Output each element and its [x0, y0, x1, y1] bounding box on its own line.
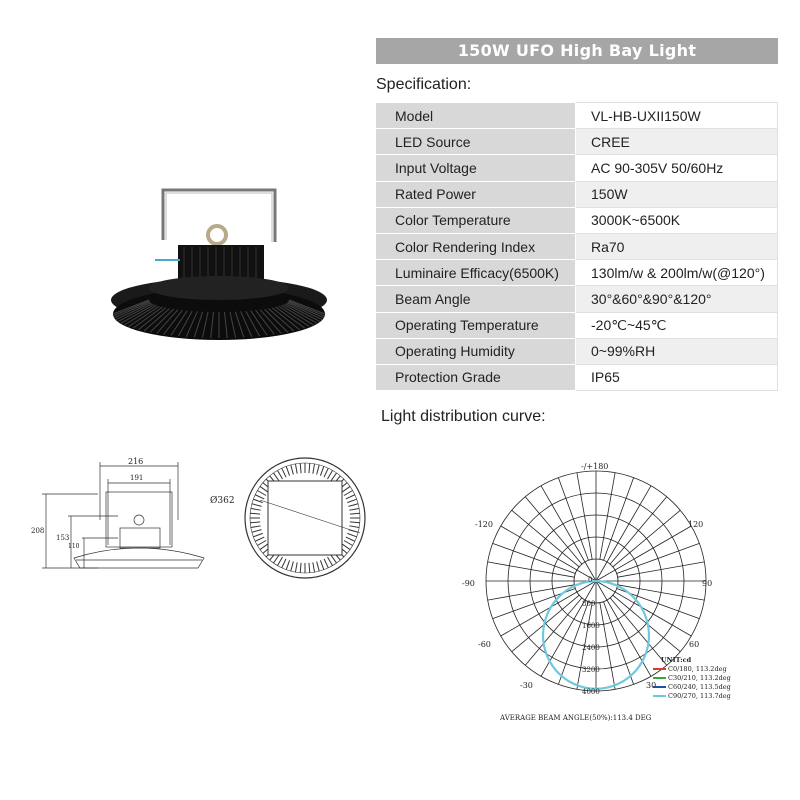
spec-row [376, 364, 778, 390]
spec-key: Model [376, 103, 576, 129]
product-photo [100, 180, 340, 360]
spec-row [376, 207, 778, 233]
dim-height-total: 208 [31, 527, 45, 535]
spec-key: Color Rendering Index [376, 233, 576, 259]
angle-label-neg120: -120 [475, 520, 493, 529]
polar-spoke [600, 473, 615, 560]
spec-key: LED Source [376, 129, 576, 155]
radial-label: 3200 [582, 666, 600, 674]
spec-table [376, 102, 778, 391]
polar-spoke [618, 585, 705, 600]
unit-label: UNIT:cd [661, 656, 692, 664]
spec-value: AC 90-305V 50/60Hz [576, 155, 778, 181]
spec-value: 150W [576, 181, 778, 207]
angle-label-30: 30 [646, 681, 657, 690]
polar-spoke [577, 473, 592, 560]
angle-label-90: 90 [702, 579, 713, 588]
spec-row [376, 129, 778, 155]
spec-value: IP65 [576, 364, 778, 390]
legend-label: C60/240, 113.5deg [668, 683, 731, 691]
spec-row [376, 312, 778, 338]
side-dimension-drawing [28, 450, 218, 580]
polar-spoke [617, 543, 700, 573]
polar-spoke [488, 562, 575, 577]
dim-height-body: 110 [68, 543, 80, 550]
radial-label: 1600 [582, 622, 600, 630]
spec-key: Color Temperature [376, 207, 576, 233]
radial-label: 2400 [582, 644, 600, 652]
spec-value: Ra70 [576, 233, 778, 259]
beam-angle-footnote: AVERAGE BEAM ANGLE(50%):113.4 DEG [500, 714, 652, 722]
spec-row [376, 181, 778, 207]
angle-label-neg30: -30 [520, 681, 533, 690]
spec-value: 3000K~6500K [576, 207, 778, 233]
dim-height-mid: 153 [56, 534, 70, 542]
spec-key: Input Voltage [376, 155, 576, 181]
top-view-drawing [210, 455, 370, 585]
spec-key: Operating Humidity [376, 338, 576, 364]
angle-label-60: 60 [689, 640, 700, 649]
polar-spoke [488, 585, 575, 600]
angle-label-neg90: -90 [462, 579, 475, 588]
polar-spoke [558, 478, 588, 561]
spec-value: VL-HB-UXII150W [576, 103, 778, 129]
spec-row [376, 103, 778, 129]
spec-row [376, 260, 778, 286]
spec-value: -20℃~45℃ [576, 312, 778, 338]
spec-value: 0~99%RH [576, 338, 778, 364]
spec-value: 30°&60°&90°&120° [576, 286, 778, 312]
spec-key: Rated Power [376, 181, 576, 207]
spec-row [376, 338, 778, 364]
dim-width-overall: 216 [128, 457, 144, 466]
spec-key: Luminaire Efficacy(6500K) [376, 260, 576, 286]
spec-row [376, 233, 778, 259]
polar-spoke [600, 603, 615, 690]
polar-spoke [604, 478, 634, 561]
radial-label: 800 [582, 600, 596, 608]
angle-label-neg60: -60 [478, 640, 491, 649]
spec-key: Protection Grade [376, 364, 576, 390]
specification-heading: Specification: [376, 76, 472, 93]
legend-label: C30/210, 113.2deg [668, 674, 731, 682]
spec-value: 130lm/w & 200lm/w(@120°) [576, 260, 778, 286]
polar-distribution-chart [456, 458, 756, 728]
radial-label: 4000 [582, 688, 600, 696]
distribution-curve-heading: Light distribution curve: [381, 408, 546, 425]
product-title: 150W UFO High Bay Light [376, 38, 778, 64]
dim-diameter: Ø362 [210, 496, 235, 506]
polar-spoke [604, 602, 634, 685]
angle-label-0: 0 [588, 576, 593, 584]
angle-label-120: 120 [688, 520, 704, 529]
spec-key: Beam Angle [376, 286, 576, 312]
polar-spoke [493, 543, 576, 573]
polar-spoke [618, 562, 705, 577]
legend-label: C0/180, 113.2deg [668, 665, 727, 673]
spec-value: CREE [576, 129, 778, 155]
spec-key: Operating Temperature [376, 312, 576, 338]
dim-width-bracket: 191 [130, 474, 144, 482]
spec-row [376, 155, 778, 181]
spec-row [376, 286, 778, 312]
angle-label-180: -/+180 [581, 462, 609, 471]
legend-label: C90/270, 113.7deg [668, 692, 731, 700]
